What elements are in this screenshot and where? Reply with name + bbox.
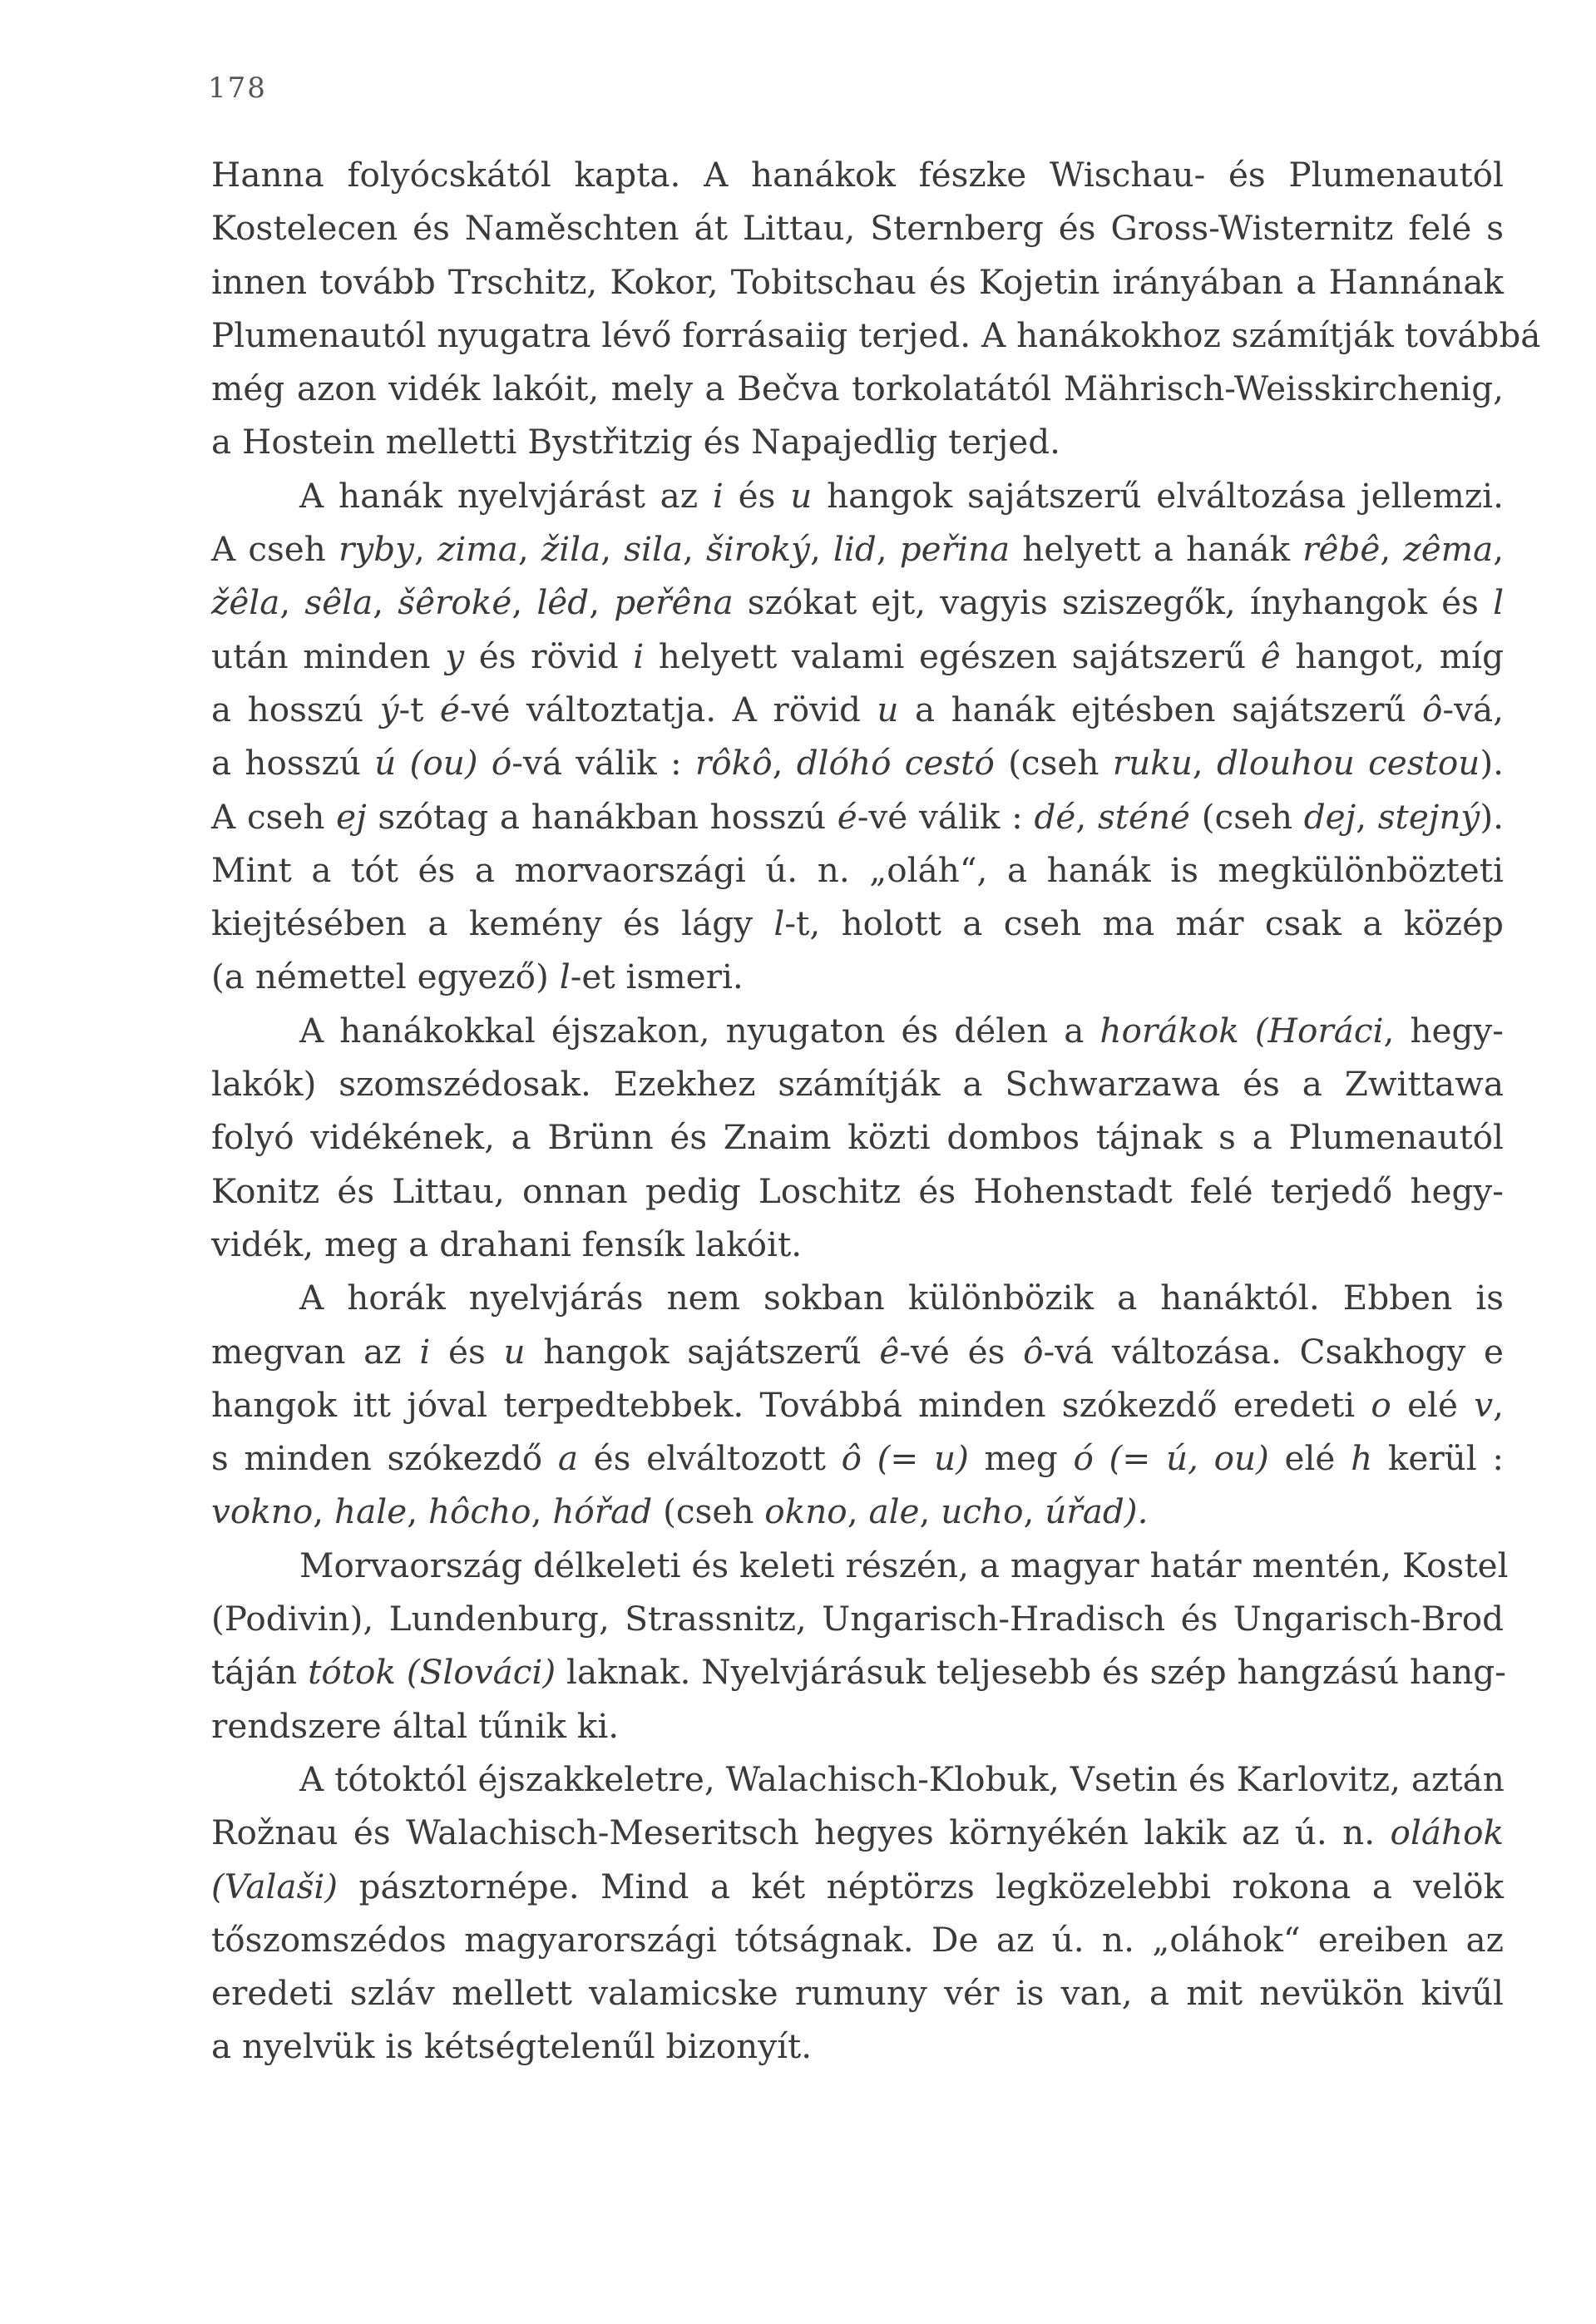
italic-term: u (877, 689, 899, 729)
text-line (211, 2020, 1504, 2073)
text-run: eredeti szláv mellett valamicske rumuny vér is van, a mit nevükön kivűl (211, 1973, 1504, 2014)
text-run: ). (1480, 796, 1505, 837)
italic-term: hale (334, 1491, 408, 1532)
text-run: hangok sajátszerű (525, 1331, 880, 1372)
text-run: és rövid (464, 635, 634, 676)
text-run: Kostelecen és Naměschten át Littau, Sternberg és Gross-Wisternitz felé s (211, 208, 1504, 249)
italic-term: dé (1034, 796, 1076, 837)
text-run: , (809, 529, 833, 570)
text-run: , (279, 582, 305, 623)
text-run: , (414, 529, 437, 570)
italic-term: rôkô (694, 743, 773, 784)
text-line (211, 1806, 1504, 1859)
text-run: Rožnau és Walachisch-Meseritsch hegyes környékén lakik az ú. n. (211, 1812, 1391, 1853)
italic-term: a (557, 1438, 578, 1479)
text-run: és (430, 1331, 504, 1372)
italic-term: široký (706, 529, 810, 570)
text-run: Hanna folyócskától kapta. A hanákok fészke Wischau- és Plumenautól (211, 155, 1504, 195)
text-run: , (600, 529, 625, 570)
text-line (211, 1110, 1504, 1164)
italic-term: dlóhó cestó (796, 743, 995, 784)
text-line (211, 1218, 1504, 1271)
text-run: kiejtésében a kemény és lágy (211, 903, 774, 944)
text-line (211, 576, 1504, 629)
text-run: A tótoktól éjszakkeletre, Walachisch-Klobuk, Vsetin és Karlovitz, aztán (299, 1758, 1505, 1799)
text-run: (a némettel egyező) (211, 957, 560, 997)
text-run: lakók) szomszédosak. Ezekhez számítják a Schwarzawa és a Zwittawa (211, 1064, 1504, 1105)
text-run: , (407, 1491, 428, 1532)
text-run: még azon vidék lakóit, mely a Bečva torkolatától Mährisch-Weisskirchenig, (211, 368, 1504, 409)
italic-term: oláhok (1390, 1812, 1504, 1853)
text-run: , (683, 529, 707, 570)
text-line (211, 897, 1504, 950)
text-run: kerül : (1372, 1438, 1505, 1479)
text-run: a hosszú (211, 689, 380, 729)
text-run: A cseh (211, 529, 338, 570)
italic-term: ruku (1112, 743, 1193, 784)
text-run: , (1380, 529, 1404, 570)
text-run: helyett valami egészen sajátszerű (644, 635, 1261, 676)
text-run: folyó vidékének, a Brünn és Znaim közti dombos tájnak s a Plumenautól (211, 1117, 1504, 1158)
text-run: szókat ejt, vagyis sziszegők, ínyhangok és (733, 582, 1494, 623)
text-run: , (589, 582, 615, 623)
text-line (211, 309, 1541, 362)
body-text (211, 148, 1541, 2074)
text-run: rendszere által tűnik ki. (211, 1705, 620, 1746)
italic-term: šêroké (398, 582, 512, 623)
italic-term: sila (624, 529, 684, 570)
text-line (211, 522, 1504, 576)
text-run: s minden szókezdő (211, 1438, 558, 1479)
italic-term: stejný (1377, 796, 1480, 837)
text-run: -vé válik : (857, 796, 1035, 837)
text-run: , (772, 743, 797, 784)
italic-term: zêma (1403, 529, 1494, 570)
italic-term: l (559, 957, 571, 997)
text-line (211, 415, 1504, 468)
text-line (211, 790, 1504, 843)
text-run: táján (211, 1652, 309, 1693)
text-run: (Podivin), Lundenburg, Strassnitz, Ungarisch-Hradisch és Ungarisch-Brod (211, 1599, 1504, 1639)
italic-term: ú (ou) ó (374, 743, 512, 784)
italic-term: ryby (338, 529, 415, 570)
text-line (211, 950, 1504, 1003)
text-run: A horák nyelvjárás nem sokban különbözik a hanáktól. Ebben is (299, 1278, 1504, 1318)
text-run: , (531, 1491, 553, 1532)
italic-term: okno (764, 1491, 847, 1532)
italic-term: é (439, 689, 460, 729)
italic-term: lid (833, 529, 877, 570)
text-run: , (1192, 743, 1217, 784)
page-number: 178 (208, 72, 267, 105)
text-run: -t, holott a cseh ma már csak a közép (784, 903, 1504, 944)
text-run: , (313, 1491, 335, 1532)
text-line (211, 1913, 1504, 1966)
text-run: helyett a hanák (1010, 529, 1303, 570)
italic-term: y (445, 635, 465, 676)
text-run: -et ismeri. (570, 957, 744, 997)
italic-term: i (633, 635, 645, 676)
text-run: , (847, 1491, 869, 1532)
text-line (211, 1539, 1509, 1592)
text-line (211, 1699, 1504, 1753)
text-run: -vá válik : (511, 743, 695, 784)
text-run: laknak. Nyelvjárásuk teljesebb és szép hangzású hang- (556, 1652, 1506, 1693)
italic-term: lêd (536, 582, 590, 623)
text-line (211, 843, 1504, 897)
text-run: vidék, meg a drahani fensík lakóit. (211, 1224, 803, 1264)
text-run: , (1023, 1491, 1045, 1532)
text-run: a hosszú (211, 743, 375, 784)
text-run: tőszomszédos magyarországi tótságnak. De az ú. n. „oláhok“ ereiben az (211, 1919, 1504, 1960)
italic-term: ó (= ú, ou) (1073, 1438, 1269, 1479)
text-run: , (511, 582, 537, 623)
italic-term: tótok (Slováci) (308, 1652, 556, 1693)
text-run: megvan az (211, 1331, 420, 1372)
text-run: -t (398, 689, 440, 729)
text-run: , (517, 529, 541, 570)
text-run: szótag a hanákban hosszú (366, 796, 838, 837)
italic-term: ê (1260, 635, 1281, 676)
text-line (211, 1860, 1504, 1913)
text-line (211, 683, 1504, 736)
italic-term: ucho (941, 1491, 1024, 1532)
italic-term: u (503, 1331, 526, 1372)
text-run: -vá, (1442, 689, 1504, 729)
text-run: -vé változtatja. A rövid (459, 689, 877, 729)
text-run: hangot, míg (1280, 635, 1504, 676)
italic-term: ô (1023, 1331, 1044, 1372)
text-run: -vé és (899, 1331, 1024, 1372)
text-run: , (1075, 796, 1098, 837)
text-run: Konitz és Littau, onnan pedig Loschitz és Hohenstadt felé terjedő hegy- (211, 1170, 1504, 1211)
text-run: és elváltozott (578, 1438, 842, 1479)
italic-term: vokno (211, 1491, 314, 1532)
italic-term: l (773, 903, 785, 944)
italic-term: peřêna (614, 582, 734, 623)
italic-term: horákok (Horáci (1099, 1010, 1384, 1051)
italic-term: (Valaši) (211, 1866, 338, 1906)
text-line (211, 1271, 1504, 1324)
italic-term: ô (1422, 689, 1443, 729)
italic-term: ô (= u) (841, 1438, 969, 1479)
italic-term: é (837, 796, 857, 837)
italic-term: úřad). (1045, 1491, 1149, 1532)
text-run: a hanák ejtésben sajátszerű (898, 689, 1422, 729)
text-line (211, 255, 1504, 309)
italic-term: sténé (1097, 796, 1191, 837)
text-run: -vá változása. Csakhogy e (1043, 1331, 1504, 1372)
text-run: a nyelvük is kétségtelenűl bizonyít. (211, 2026, 813, 2067)
text-run: (cseh (994, 743, 1113, 784)
italic-term: o (1371, 1384, 1391, 1425)
text-line (211, 1645, 1504, 1698)
italic-term: žila (541, 529, 601, 570)
italic-term: u (790, 475, 813, 516)
text-line (211, 1325, 1504, 1378)
text-run: innen tovább Trschitz, Kokor, Tobitschau és Kojetin irányában a Hannának (211, 261, 1504, 302)
text-run: Plumenautól nyugatra lévő forrásaiig terjed. A hanákokhoz számítják továbbá (211, 314, 1541, 355)
text-line (211, 1004, 1504, 1057)
italic-term: sêla (304, 582, 373, 623)
italic-term: zima (437, 529, 518, 570)
text-run: , (876, 529, 900, 570)
text-line (211, 148, 1504, 201)
text-run: (cseh (652, 1491, 765, 1532)
text-line (211, 1485, 1504, 1538)
text-run: , (373, 582, 398, 623)
italic-term: hôcho (427, 1491, 531, 1532)
text-line (211, 362, 1504, 415)
italic-term: peřina (899, 529, 1010, 570)
italic-term: dlouhou cestou (1216, 743, 1480, 784)
italic-term: ê (879, 1331, 900, 1372)
text-run: hangok sajátszerű elváltozása jellemzi. (812, 475, 1504, 516)
text-run: és (723, 475, 791, 516)
text-run: (cseh (1190, 796, 1304, 837)
italic-term: h (1351, 1438, 1373, 1479)
text-run: A hanák nyelvjárást az (299, 475, 713, 516)
italic-term: i (419, 1331, 431, 1372)
text-run: elé (1268, 1438, 1351, 1479)
text-run: A cseh (211, 796, 337, 837)
text-run: , (1356, 796, 1378, 837)
text-run: után minden (211, 635, 446, 676)
text-line (211, 1378, 1504, 1431)
text-run: Mint a tót és a morvaországi ú. n. „oláh“, a hanák is megkülönbözteti (211, 849, 1504, 890)
text-run: meg (968, 1438, 1074, 1479)
text-run: , (919, 1491, 941, 1532)
text-line (211, 736, 1504, 789)
text-run: , (1493, 1384, 1504, 1425)
text-line (211, 1753, 1504, 1806)
text-run: A hanákokkal éjszakon, nyugaton és délen a (299, 1010, 1100, 1051)
text-line (211, 469, 1504, 522)
text-run: hangok itt jóval terpedtebbek. Továbbá minden szókezdő eredeti (211, 1384, 1371, 1425)
text-run: , (1493, 529, 1505, 570)
text-line (211, 1592, 1504, 1645)
italic-term: žêla (211, 582, 280, 623)
text-line (211, 1057, 1504, 1110)
italic-term: dej (1303, 796, 1356, 837)
text-run: ). (1480, 743, 1504, 784)
italic-term: ale (868, 1491, 920, 1532)
italic-term: ej (336, 796, 367, 837)
text-run: a Hostein melletti Bystřitzig és Napajedlig terjed. (211, 422, 1061, 462)
text-line (211, 1966, 1504, 2020)
italic-term: rêbê (1302, 529, 1381, 570)
text-line (211, 630, 1504, 683)
text-run: Morvaország délkeleti és keleti részén, a magyar határ mentén, Kostel (299, 1545, 1509, 1585)
italic-term: hóřad (552, 1491, 653, 1532)
italic-term: i (712, 475, 724, 516)
italic-term: ý (379, 689, 399, 729)
text-run: pásztornépe. Mind a két néptörzs legközelebbi rokona a velök (338, 1866, 1504, 1906)
italic-term: v (1474, 1384, 1494, 1425)
text-line (211, 1431, 1504, 1485)
text-line (211, 1164, 1504, 1218)
italic-term: l (1493, 582, 1505, 623)
text-run: , hegy- (1383, 1010, 1504, 1051)
text-line (211, 201, 1504, 255)
text-run: elé (1391, 1384, 1475, 1425)
